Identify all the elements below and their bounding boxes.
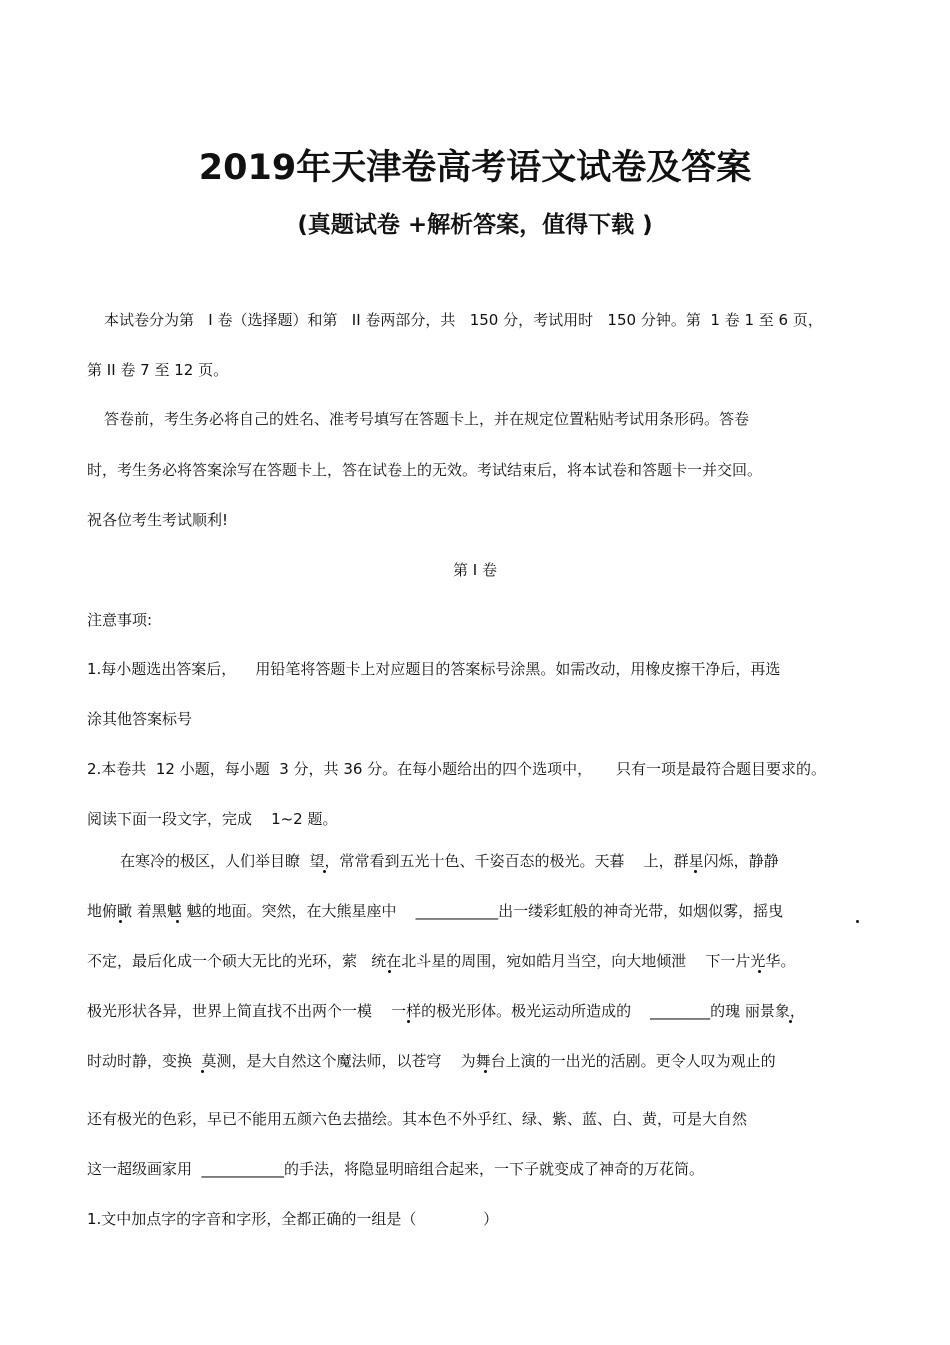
emphasis-dot (119, 920, 122, 923)
emphasis-dot (201, 1070, 204, 1073)
emphasis-dot (694, 870, 697, 873)
intro-line: 时，考生务必将答案涂写在答题卡上，答在试卷上的无效。考试结束后，将本试卷和答题卡一并交回。 (87, 461, 763, 479)
passage-line: 在寒冷的极区，人们举目瞭 望，常常看到五光十色、千姿百态的极光。天暮 上，群星闪烁，静静 (120, 852, 779, 870)
intro-line: 祝各位考生考试顺利! (87, 511, 229, 529)
intro-line: 答卷前，考生务必将自己的姓名、准考号填写在答题卡上，并在规定位置粘贴考试用条形码。答卷 (104, 410, 750, 428)
document-subtitle: (真题试卷 +解析答案，值得下载 ) (297, 212, 653, 238)
intro-line: 第 II 卷 7 至 12 页。 (87, 361, 229, 379)
note-line: 2.本卷共 12 小题，每小题 3 分，共 36 分。在每小题给出的四个选项中， 只有一项是最符合题目要求的。 (87, 760, 827, 778)
document-title: 2019年天津卷高考语文试卷及答案 (198, 148, 752, 188)
passage-line: 时动时静，变换 莫测，是大自然这个魔法师，以苍穹 为舞台上演的一出光的活剧。更令人叹为观止的 (87, 1052, 776, 1070)
emphasis-dot (323, 870, 326, 873)
emphasis-dot (789, 1020, 792, 1023)
reading-instruction: 阅读下面一段文字，完成 1~2 题。 (87, 810, 338, 828)
emphasis-dot (176, 920, 179, 923)
emphasis-dot (758, 970, 761, 973)
passage-line: 不定，最后化成一个硕大无比的光环，萦 统在北斗星的周围，宛如皓月当空，向大地倾泄 下一片光华。 (87, 952, 796, 970)
section-heading: 第 I 卷 (453, 561, 497, 579)
notes-heading: 注意事项: (87, 611, 153, 629)
passage-line: 还有极光的色彩，早已不能用五颜六色去描绘。其本色不外乎红、绿、紫、蓝、白、黄，可是大自然 (87, 1110, 748, 1128)
note-line: 涂其他答案标号 (87, 710, 193, 728)
emphasis-dot (388, 970, 391, 973)
passage-line: 地俯瞰 着黑魆 魆的地面。突然，在大熊星座中 ___________出一缕彩虹般的神奇光带，如烟似雾，摇曳 (87, 902, 784, 920)
emphasis-dot (407, 1020, 410, 1023)
question-1: 1.文中加点字的字音和字形，全都正确的一组是（ ） (87, 1210, 499, 1228)
passage-line: 这一超级画家用 ___________的手法，将隐显明暗组合起来，一下子就变成了神奇的万花筒。 (87, 1160, 705, 1178)
intro-line: 本试卷分为第 I 卷（选择题）和第 II 卷两部分，共 150 分，考试用时 150 分钟。第 1 卷 1 至 6 页， (104, 311, 823, 329)
note-line: 1.每小题选出答案后， 用铅笔将答题卡上对应题目的答案标号涂黑。如需改动，用橡皮擦干净后，再选 (87, 660, 781, 678)
emphasis-dot (856, 920, 859, 923)
emphasis-dot (484, 1070, 487, 1073)
passage-line: 极光形状各异，世界上简直找不出两个一模 一样的极光形体。极光运动所造成的 ________的瑰 丽景象， (87, 1002, 805, 1020)
